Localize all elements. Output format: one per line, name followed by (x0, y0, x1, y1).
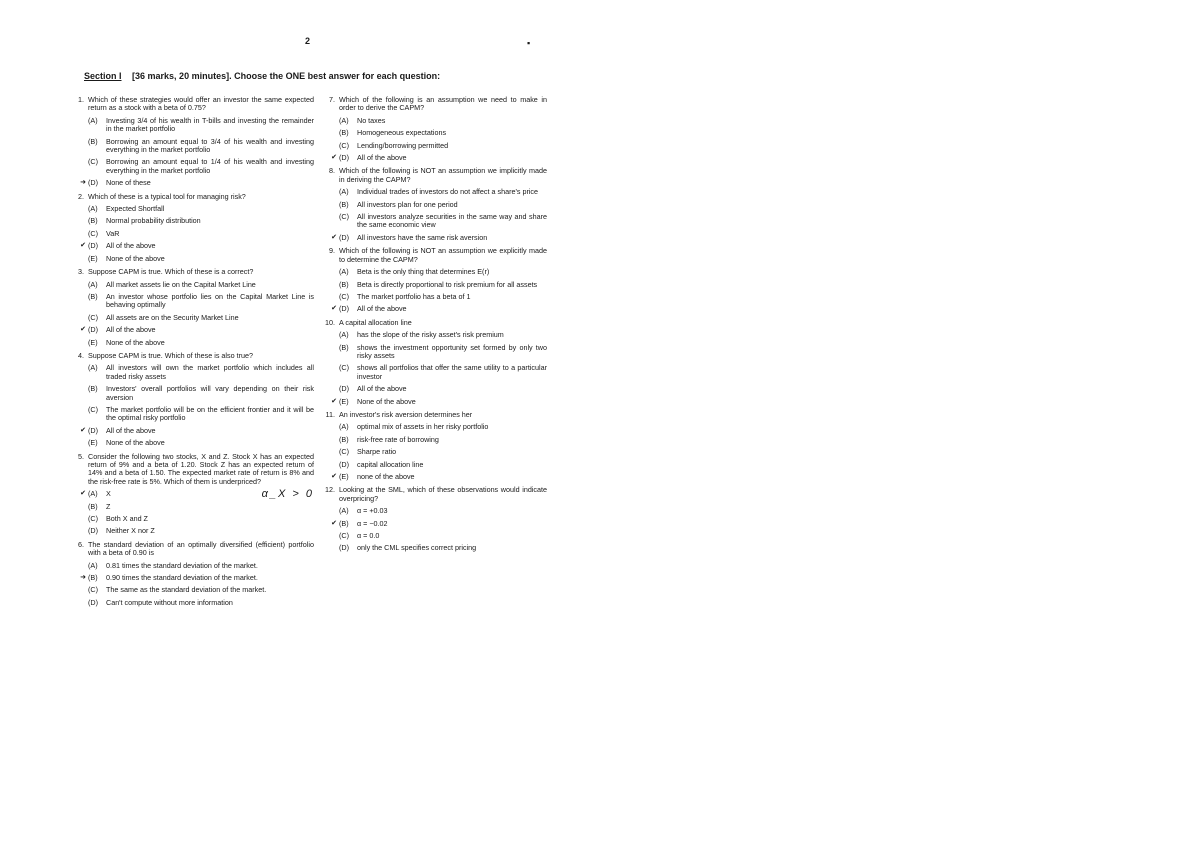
question-text: An investor's risk aversion determines her (339, 409, 473, 419)
handwritten-mark (78, 385, 88, 402)
option-text: has the slope of the risky asset's risk premium (357, 330, 504, 340)
option-letter: (D) (88, 425, 98, 435)
option-text: All assets are on the Security Market Line (106, 312, 239, 322)
option-letter: (C) (88, 404, 98, 414)
answer-option (329, 520, 547, 528)
question (74, 96, 314, 188)
option-text: An investor whose portfolio lies on the Capital Market Line is behaving optimally (106, 291, 314, 310)
option-letter: (C) (339, 447, 349, 457)
answer-option (329, 331, 547, 339)
handwritten-mark: ✔ (331, 519, 337, 527)
option-text: All market assets lie on the Capital Market Line (106, 279, 256, 289)
question-text: Which of the following is NOT an assumption we explicitly made to determine the CAPM? (339, 246, 547, 264)
answer-option (329, 344, 547, 361)
option-letter: (D) (339, 384, 349, 394)
handwritten-mark (329, 281, 339, 289)
answer-option (329, 473, 547, 481)
question-number: 6. (78, 539, 84, 549)
handwritten-mark (78, 439, 88, 447)
question-text: Consider the following two stocks, X and Z. Stock X has an expected return of 9% and a beta of 1.20. Stock Z has an expected return of 14% and a beta of 1.50. The expected market rate of return is 8% and the risk-free rate is 5%. Which of them is underpriced? (88, 451, 314, 486)
question-stem (74, 352, 314, 360)
answer-option (78, 281, 314, 289)
option-text: Investing 3/4 of his wealth in T-bills and investing the remainder in the market portfolio (106, 115, 314, 134)
handwritten-mark (78, 364, 88, 381)
answer-option (78, 364, 314, 381)
option-letter: (E) (339, 472, 349, 481)
answer-option (329, 448, 547, 456)
question (325, 247, 547, 313)
handwritten-mark (78, 314, 88, 322)
option-letter: (B) (88, 573, 98, 583)
option-letter: (A) (339, 187, 349, 197)
handwritten-mark (78, 230, 88, 238)
option-text: The market portfolio will be on the efficient frontier and it will be the optimal risky portfolio (106, 404, 314, 423)
answer-option (329, 507, 547, 515)
option-letter: (A) (339, 267, 349, 277)
option-text: All investors analyze securities in the same way and share the same economic view (357, 212, 547, 230)
answer-option (329, 188, 547, 196)
corner-mark: ▪ (527, 38, 531, 48)
option-text: Beta is directly proportional to risk premium for all assets (357, 279, 538, 289)
handwritten-mark (329, 544, 339, 552)
question-number: 8. (329, 166, 335, 176)
handwritten-mark (329, 331, 339, 339)
question (74, 352, 314, 448)
option-text: Sharpe ratio (357, 447, 397, 457)
option-letter: (D) (339, 153, 349, 163)
handwritten-mark (329, 532, 339, 540)
option-text: Neither X nor Z (106, 526, 155, 536)
option-text: only the CML specifies correct pricing (357, 543, 477, 553)
answer-option (78, 562, 314, 570)
question-stem (74, 96, 314, 113)
option-letter: (A) (88, 363, 98, 373)
option-letter: (D) (88, 597, 98, 607)
option-text: Can't compute without more information (106, 597, 233, 607)
option-text: Borrowing an amount equal to 3/4 of his wealth and investing everything in the market portfolio (106, 136, 314, 155)
option-text: None of the above (106, 438, 165, 448)
handwritten-mark (78, 281, 88, 289)
handwritten-mark (329, 461, 339, 469)
answer-option (78, 314, 314, 322)
option-letter: (A) (339, 330, 349, 340)
option-text: α = +0.03 (357, 506, 388, 516)
answer-option (329, 213, 547, 230)
handwritten-mark (78, 117, 88, 134)
option-text: Both X and Z (106, 514, 148, 524)
option-text: shows all portfolios that offer the same utility to a particular investor (357, 363, 547, 381)
option-letter: (D) (88, 178, 98, 188)
option-letter: (B) (88, 216, 98, 226)
option-text: All of the above (357, 153, 407, 163)
option-text: Z (106, 501, 111, 511)
option-text: VaR (106, 228, 120, 238)
option-text: None of the above (106, 337, 165, 347)
answer-option (78, 326, 314, 334)
handwritten-mark (329, 507, 339, 515)
question-number: 3. (78, 267, 84, 277)
option-letter: (D) (88, 325, 98, 335)
question-stem (325, 319, 547, 327)
answer-option (329, 234, 547, 242)
handwritten-mark (78, 406, 88, 423)
option-text: capital allocation line (357, 459, 424, 469)
handwritten-mark (78, 339, 88, 347)
option-letter: (B) (88, 384, 98, 394)
handwritten-mark (78, 527, 88, 535)
question-number: 5. (78, 451, 84, 461)
option-text: All of the above (106, 425, 156, 435)
answer-option (329, 385, 547, 393)
handwritten-mark: ✔ (331, 397, 337, 405)
question-stem (325, 167, 547, 184)
option-letter: (A) (88, 489, 98, 499)
option-text: None of the above (106, 253, 165, 263)
handwritten-mark (78, 562, 88, 570)
section-heading (84, 71, 440, 81)
answer-option (78, 586, 314, 594)
handwritten-mark (329, 117, 339, 125)
answer-option (329, 281, 547, 289)
option-letter: (A) (339, 422, 349, 432)
question (325, 411, 547, 481)
answer-option (329, 461, 547, 469)
answer-option (78, 230, 314, 238)
handwritten-mark (329, 344, 339, 361)
answer-option (329, 305, 547, 313)
question-stem (74, 453, 314, 487)
question-number: 4. (78, 350, 84, 360)
option-letter: (A) (339, 115, 349, 125)
option-letter: (C) (88, 514, 98, 524)
option-text: Beta is the only thing that determines E(r) (357, 267, 490, 277)
option-text: 0.81 times the standard deviation of the market. (106, 560, 258, 570)
answer-option (329, 117, 547, 125)
option-text: All of the above (106, 325, 156, 335)
question (325, 486, 547, 552)
answer-option (78, 527, 314, 535)
answer-option (329, 142, 547, 150)
option-text: The same as the standard deviation of the market. (106, 585, 267, 595)
question (325, 319, 547, 406)
option-letter: (D) (339, 232, 349, 242)
option-letter: (A) (88, 560, 98, 570)
answer-option (329, 364, 547, 381)
option-letter: (C) (88, 312, 98, 322)
option-letter: (A) (339, 506, 349, 516)
option-letter: (E) (88, 438, 98, 448)
answer-option (78, 255, 314, 263)
handwritten-mark: ✔ (80, 426, 86, 434)
question-stem (325, 96, 547, 113)
question (74, 453, 314, 536)
option-text: All investors will own the market portfolio which includes all traded risky assets (106, 363, 314, 381)
handwritten-mark (78, 586, 88, 594)
answer-option (78, 406, 314, 423)
option-text: Homogeneous expectations (357, 128, 447, 138)
answer-option (78, 293, 314, 310)
option-text: X (106, 489, 111, 499)
handwritten-mark (329, 188, 339, 196)
handwritten-mark: ➜ (80, 179, 86, 187)
option-text: The market portfolio has a beta of 1 (357, 291, 471, 301)
handwritten-mark: ✔ (331, 305, 337, 313)
question-number: 1. (78, 95, 84, 104)
handwritten-mark (329, 448, 339, 456)
answer-option (329, 532, 547, 540)
answer-option (78, 515, 314, 523)
handwritten-mark: ✔ (80, 242, 86, 250)
option-letter: (B) (339, 518, 349, 528)
handwritten-mark (329, 436, 339, 444)
answer-option (78, 158, 314, 175)
handwritten-mark (78, 515, 88, 523)
question-stem (74, 541, 314, 558)
option-letter: (A) (88, 279, 98, 289)
handwritten-mark (329, 293, 339, 301)
answer-option (78, 117, 314, 134)
question (74, 541, 314, 607)
option-letter: (B) (88, 136, 98, 146)
question-text: Suppose CAPM is true. Which of these is a correct? (88, 267, 254, 277)
option-letter: (C) (88, 228, 98, 238)
option-text: Lending/borrowing permitted (357, 140, 449, 150)
question-number: 12. (325, 485, 335, 495)
answer-option (329, 268, 547, 276)
answer-option (78, 599, 314, 607)
page-number: 2 (305, 36, 311, 46)
question-text: Which of these is a typical tool for managing risk? (88, 191, 246, 201)
option-letter: (B) (88, 501, 98, 511)
option-text: All investors plan for one period (357, 199, 458, 209)
option-letter: (B) (339, 279, 349, 289)
handwritten-mark (329, 364, 339, 381)
option-letter: (B) (88, 291, 98, 301)
handwritten-mark: ✔ (80, 326, 86, 334)
option-text: α = −0.02 (357, 518, 388, 528)
option-text: No taxes (357, 115, 386, 125)
answer-option (78, 205, 314, 213)
question-stem (325, 247, 547, 264)
handwritten-mark (329, 129, 339, 137)
answer-option (78, 488, 314, 501)
option-letter: (C) (339, 363, 349, 373)
handwritten-mark (78, 293, 88, 310)
answer-option (78, 217, 314, 225)
handwritten-mark (329, 201, 339, 209)
question-text: Which of these strategies would offer an investor the same expected return as a stock with a beta of 0.75? (88, 95, 314, 113)
answer-option (78, 503, 314, 511)
question-number: 2. (78, 191, 84, 201)
option-text: none of the above (357, 472, 415, 481)
handwritten-mark (329, 142, 339, 150)
option-letter: (C) (88, 585, 98, 595)
option-letter: (C) (339, 212, 349, 222)
handwritten-mark (78, 205, 88, 213)
question-text: Which of the following is NOT an assumption we implicitly made in deriving the CAPM? (339, 166, 547, 184)
handwritten-mark (78, 255, 88, 263)
question (74, 268, 314, 347)
answer-option (78, 574, 314, 582)
handwritten-mark: ✔ (331, 473, 337, 480)
option-text: All of the above (357, 384, 407, 394)
option-letter: (C) (339, 291, 349, 301)
option-text: Borrowing an amount equal to 1/4 of his wealth and investing everything in the market portfolio (106, 157, 314, 175)
handwritten-note: α_X > 0 (261, 488, 314, 501)
answer-option (329, 293, 547, 301)
handwritten-mark (329, 385, 339, 393)
option-text: α = 0.0 (357, 531, 380, 541)
question (325, 96, 547, 162)
handwritten-mark (329, 213, 339, 230)
option-letter: (B) (339, 128, 349, 138)
answer-option (78, 427, 314, 435)
handwritten-mark: ✔ (331, 233, 337, 241)
option-text: optimal mix of assets in her risky portfolio (357, 422, 489, 432)
question-stem (74, 268, 314, 276)
section-label: Section I (84, 71, 122, 81)
handwritten-mark: ✔ (331, 154, 337, 162)
option-letter: (B) (339, 199, 349, 209)
question-stem (325, 486, 547, 503)
option-letter: (D) (88, 241, 98, 251)
option-letter: (C) (88, 157, 98, 167)
handwritten-mark: ✔ (80, 490, 86, 498)
handwritten-mark (78, 158, 88, 175)
question (325, 167, 547, 242)
answer-option (329, 436, 547, 444)
handwritten-mark (329, 268, 339, 276)
answer-option (329, 154, 547, 162)
option-text: risk-free rate of borrowing (357, 434, 439, 444)
option-text: Individual trades of investors do not affect a share's price (357, 187, 539, 197)
question-text: A capital allocation line (339, 317, 412, 327)
option-letter: (C) (339, 140, 349, 150)
option-letter: (B) (339, 434, 349, 444)
option-text: All of the above (357, 304, 407, 314)
answer-option (78, 339, 314, 347)
option-text: 0.90 times the standard deviation of the market. (106, 573, 258, 583)
option-letter: (E) (88, 337, 98, 347)
answer-option (78, 138, 314, 155)
answer-option (78, 439, 314, 447)
option-letter: (E) (339, 396, 349, 406)
question-number: 10. (325, 317, 335, 327)
answer-option (78, 179, 314, 187)
option-letter: (D) (339, 543, 349, 553)
option-text: All of the above (106, 241, 156, 251)
handwritten-mark (329, 423, 339, 431)
handwritten-mark: ➜ (80, 574, 86, 582)
question (74, 193, 314, 263)
handwritten-mark (78, 217, 88, 225)
question-number: 11. (325, 409, 335, 419)
question-number: 7. (329, 95, 335, 104)
handwritten-mark (78, 503, 88, 511)
answer-option (329, 544, 547, 552)
handwritten-mark (78, 138, 88, 155)
section-instructions: [36 marks, 20 minutes]. Choose the ONE best answer for each question: (132, 71, 441, 81)
option-letter: (D) (339, 304, 349, 314)
right-column (325, 96, 547, 558)
answer-option (329, 423, 547, 431)
question-text: Suppose CAPM is true. Which of these is also true? (88, 350, 253, 360)
answer-option (78, 385, 314, 402)
answer-option (329, 129, 547, 137)
option-letter: (D) (88, 526, 98, 536)
option-letter: (C) (339, 531, 349, 541)
option-text: Expected Shortfall (106, 204, 165, 214)
question-stem (325, 411, 547, 419)
option-text: None of the above (357, 396, 416, 406)
option-text: Normal probability distribution (106, 216, 201, 226)
option-letter: (A) (88, 115, 98, 125)
option-letter: (E) (88, 253, 98, 263)
question-text: Which of the following is an assumption we need to make in order to derive the CAPM? (339, 95, 547, 113)
option-text: Investors' overall portfolios will vary depending on their risk aversion (106, 384, 314, 402)
option-letter: (D) (339, 459, 349, 469)
option-letter: (B) (339, 342, 349, 352)
question-text: Looking at the SML, which of these observations would indicate overpricing? (339, 485, 547, 503)
answer-option (329, 201, 547, 209)
answer-option (329, 398, 547, 406)
question-text: The standard deviation of an optimally diversified (efficient) portfolio with a beta of 0.90 is (88, 539, 314, 558)
answer-option (78, 242, 314, 250)
option-text: None of these (106, 178, 151, 188)
left-column (74, 96, 314, 612)
option-letter: (A) (88, 204, 98, 214)
option-text: shows the investment opportunity set formed by only two risky assets (357, 342, 547, 360)
question-stem (74, 193, 314, 201)
option-text: All investors have the same risk aversion (357, 232, 488, 242)
handwritten-mark (78, 599, 88, 607)
question-number: 9. (329, 246, 335, 256)
